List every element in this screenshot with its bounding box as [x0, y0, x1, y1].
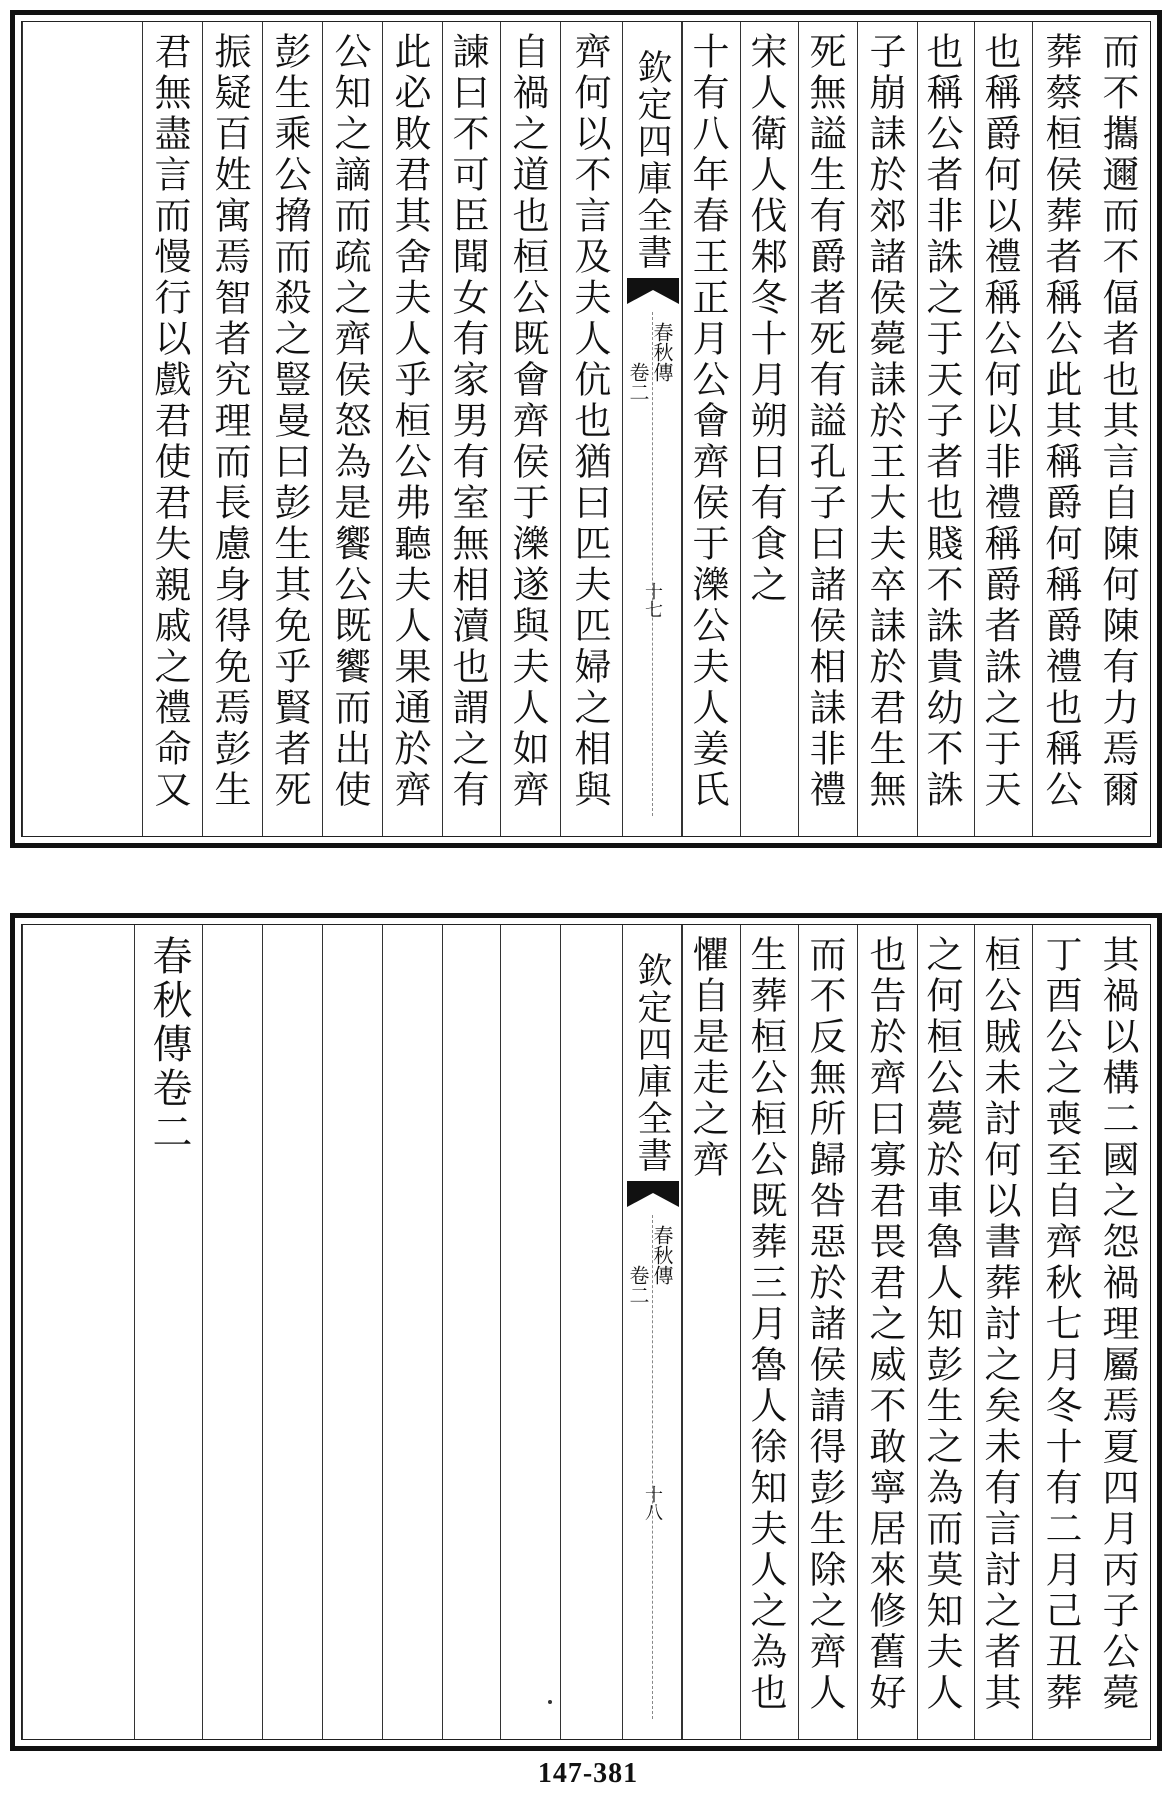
text-column [500, 925, 560, 1739]
text-column: 自禍之道也桓公既會齊侯于濼遂與夫人如齊 [500, 22, 560, 836]
text-column [202, 925, 262, 1739]
text-column: 生葬桓公桓公既葬三月魯人徐知夫人之為也 [740, 925, 798, 1739]
text-column: 振疑百姓寓焉智者究理而長慮身得免焉彭生 [202, 22, 262, 836]
center-banner [622, 22, 682, 836]
book-title: 欽定四庫全書 [632, 49, 672, 271]
text-column: 宋人衛人伐邾冬十月朔日有食之 [740, 22, 798, 836]
text-column [322, 925, 382, 1739]
text-column: 而不反無所歸咎惡於諸侯請得彭生除之齊人 [798, 925, 857, 1739]
text-column: 葬蔡桓侯葬者稱公此其稱爵何稱爵禮也稱公 [1032, 22, 1093, 836]
text-column: 諫曰不可臣聞女有家男有室無相瀆也謂之有 [442, 22, 500, 836]
folio-number: 十七 [642, 582, 663, 618]
book-title: 欽定四庫全書 [632, 952, 672, 1174]
text-column: 十有八年春王正月公會齊侯于濼公夫人姜氏 [682, 22, 740, 836]
lower-page-frame [21, 924, 1151, 1740]
text-column: 此必敗君其舍夫人乎桓公弗聽夫人果通於齊 [382, 22, 442, 836]
text-column: 死無謚生有爵者死有謚孔子曰諸侯相誄非禮 [798, 22, 857, 836]
page-number: 147-381 [537, 1758, 639, 1789]
center-banner [622, 925, 682, 1739]
ink-speck [548, 1700, 552, 1704]
text-column: 懼自是走之齊 [682, 925, 740, 1739]
margin-column [22, 925, 134, 1739]
book-section-title: 春秋傳 [650, 322, 674, 382]
text-column: 之何桓公薨於車魯人知彭生之為而莫知夫人 [917, 925, 974, 1739]
upper-page-frame [21, 21, 1151, 837]
margin-column [22, 22, 142, 836]
lower-page [10, 913, 1162, 1751]
text-column: 而不攜邇而不偪者也其言自陳何陳有力焉爾 [1096, 32, 1139, 811]
text-column: 丁酉公之喪至自齊秋七月冬十有二月己丑葬 [1032, 925, 1093, 1739]
volume-end-title: 春秋傳卷二 [134, 925, 202, 1739]
upper-page [10, 10, 1162, 848]
text-column [442, 925, 500, 1739]
text-column: 也稱公者非誅之于天子者也賤不誅貴幼不誅 [917, 22, 974, 836]
fish-tail-icon [627, 278, 679, 304]
banner-subtitle [623, 1225, 681, 1425]
text-column: 也告於齊曰寡君畏君之威不敢寧居來修舊好 [857, 925, 917, 1739]
fish-tail-icon [627, 1181, 679, 1207]
text-column: 也稱爵何以禮稱公何以非禮稱爵者誅之于天 [974, 22, 1032, 836]
text-column [382, 925, 442, 1739]
folio-number: 十八 [642, 1485, 663, 1521]
text-column: 桓公賊未討何以書葬討之矣未有言討之者其 [974, 925, 1032, 1739]
volume-label: 卷二 [626, 1265, 650, 1305]
book-section-title: 春秋傳 [650, 1225, 674, 1285]
text-column: 子崩誄於郊諸侯薨誄於王大夫卒誄於君生無 [857, 22, 917, 836]
text-column: 君無盡言而慢行以戲君使君失親戚之禮命又 [142, 22, 202, 836]
text-column [262, 925, 322, 1739]
banner-subtitle [623, 322, 681, 522]
text-column: 公知之謫而疏之齊侯怒為是饗公既饗而出使 [322, 22, 382, 836]
text-column [560, 925, 622, 1739]
text-column: 齊何以不言及夫人伉也猶曰匹夫匹婦之相與 [560, 22, 622, 836]
text-column: 彭生乘公搚而殺之豎曼曰彭生其免乎賢者死 [262, 22, 322, 836]
text-column: 其禍以構二國之怨禍理屬焉夏四月丙子公薨 [1096, 935, 1139, 1714]
volume-label: 卷二 [626, 362, 650, 402]
